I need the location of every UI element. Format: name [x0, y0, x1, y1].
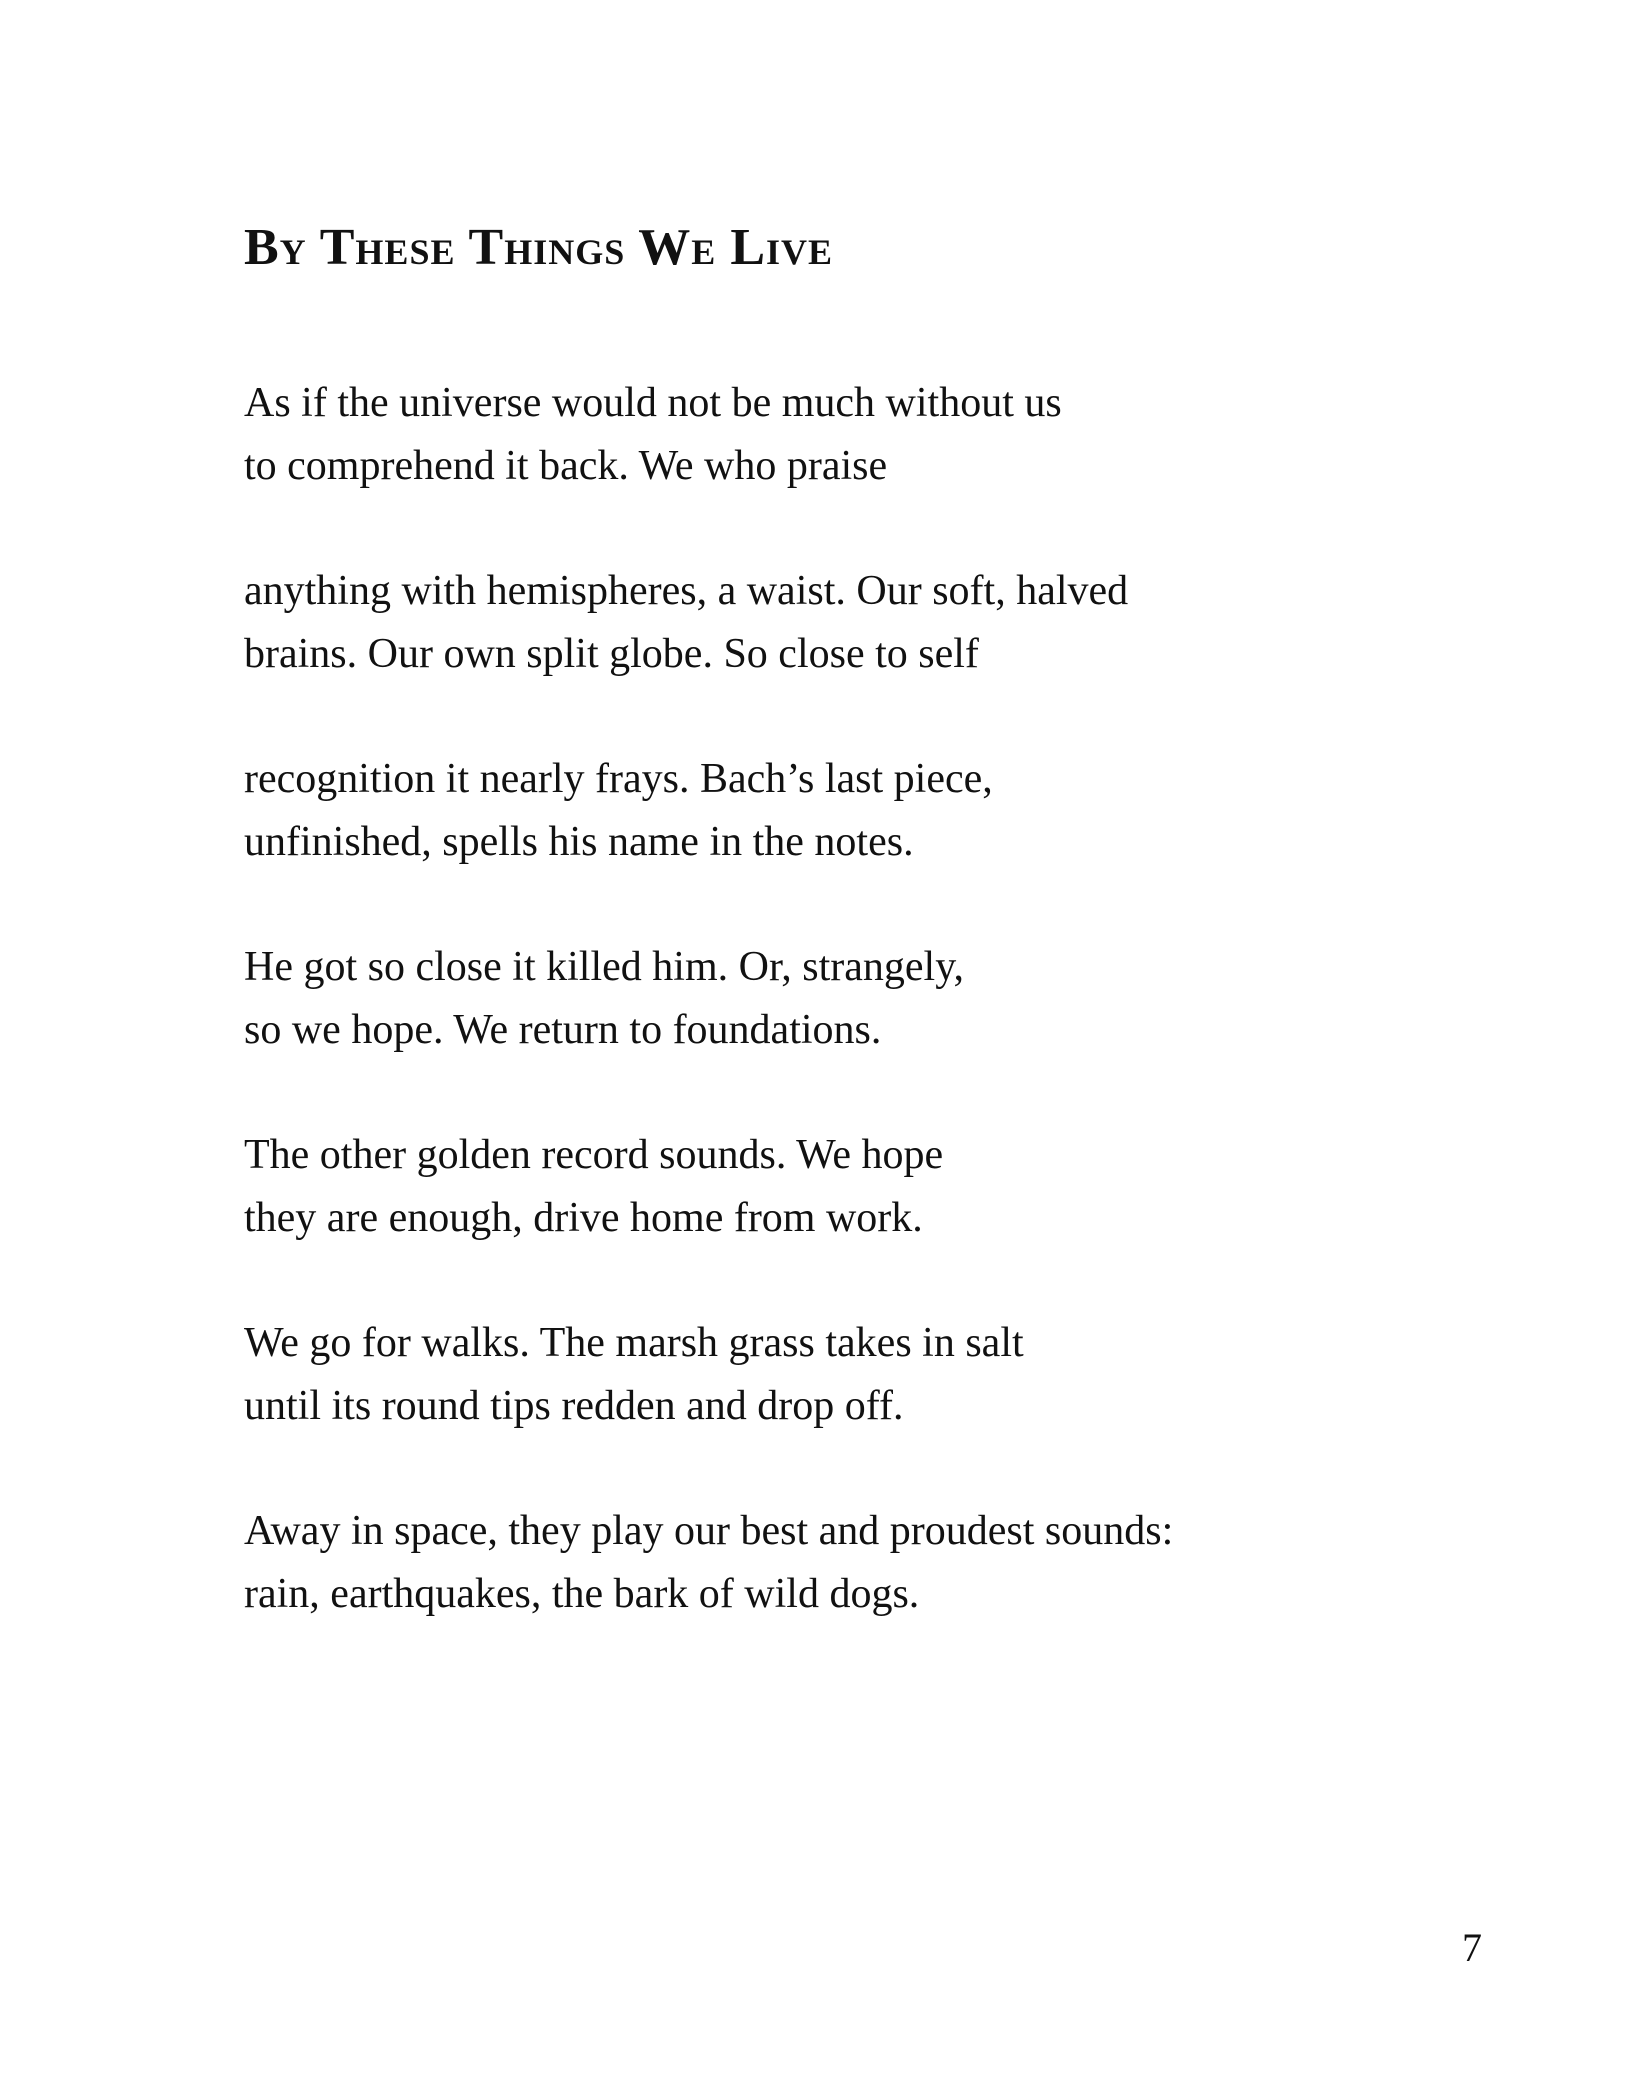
poem-line: brains. Our own split globe. So close to self [244, 631, 979, 677]
poem-line: The other golden record sounds. We hope [244, 1132, 944, 1178]
poem-line: so we hope. We return to foundations. [244, 1007, 882, 1053]
poem-body [244, 372, 1494, 1688]
poem-title: By These Things We Live [244, 219, 834, 276]
poem-line: recognition it nearly frays. Bach’s last piece, [244, 756, 993, 802]
poem-line: He got so close it killed him. Or, strangely, [244, 944, 964, 990]
stanza [244, 1124, 1494, 1250]
poem-line: anything with hemispheres, a waist. Our soft, halved [244, 568, 1129, 614]
poem-line: We go for walks. The marsh grass takes in salt [244, 1320, 1024, 1366]
poem-line: rain, earthquakes, the bark of wild dogs. [244, 1571, 920, 1617]
stanza [244, 372, 1494, 498]
stanza [244, 936, 1494, 1062]
stanza [244, 560, 1494, 686]
stanza [244, 1500, 1494, 1626]
poem-line: unfinished, spells his name in the notes. [244, 819, 914, 865]
poem-line: As if the universe would not be much without us [244, 380, 1062, 426]
stanza [244, 1312, 1494, 1438]
poem-line: Away in space, they play our best and proudest sounds: [244, 1508, 1174, 1554]
poem-line: they are enough, drive home from work. [244, 1195, 923, 1241]
stanza [244, 748, 1494, 874]
poem-line: until its round tips redden and drop off. [244, 1383, 904, 1429]
poem-line: to comprehend it back. We who praise [244, 443, 888, 489]
page-number: 7 [1462, 1925, 1482, 1970]
